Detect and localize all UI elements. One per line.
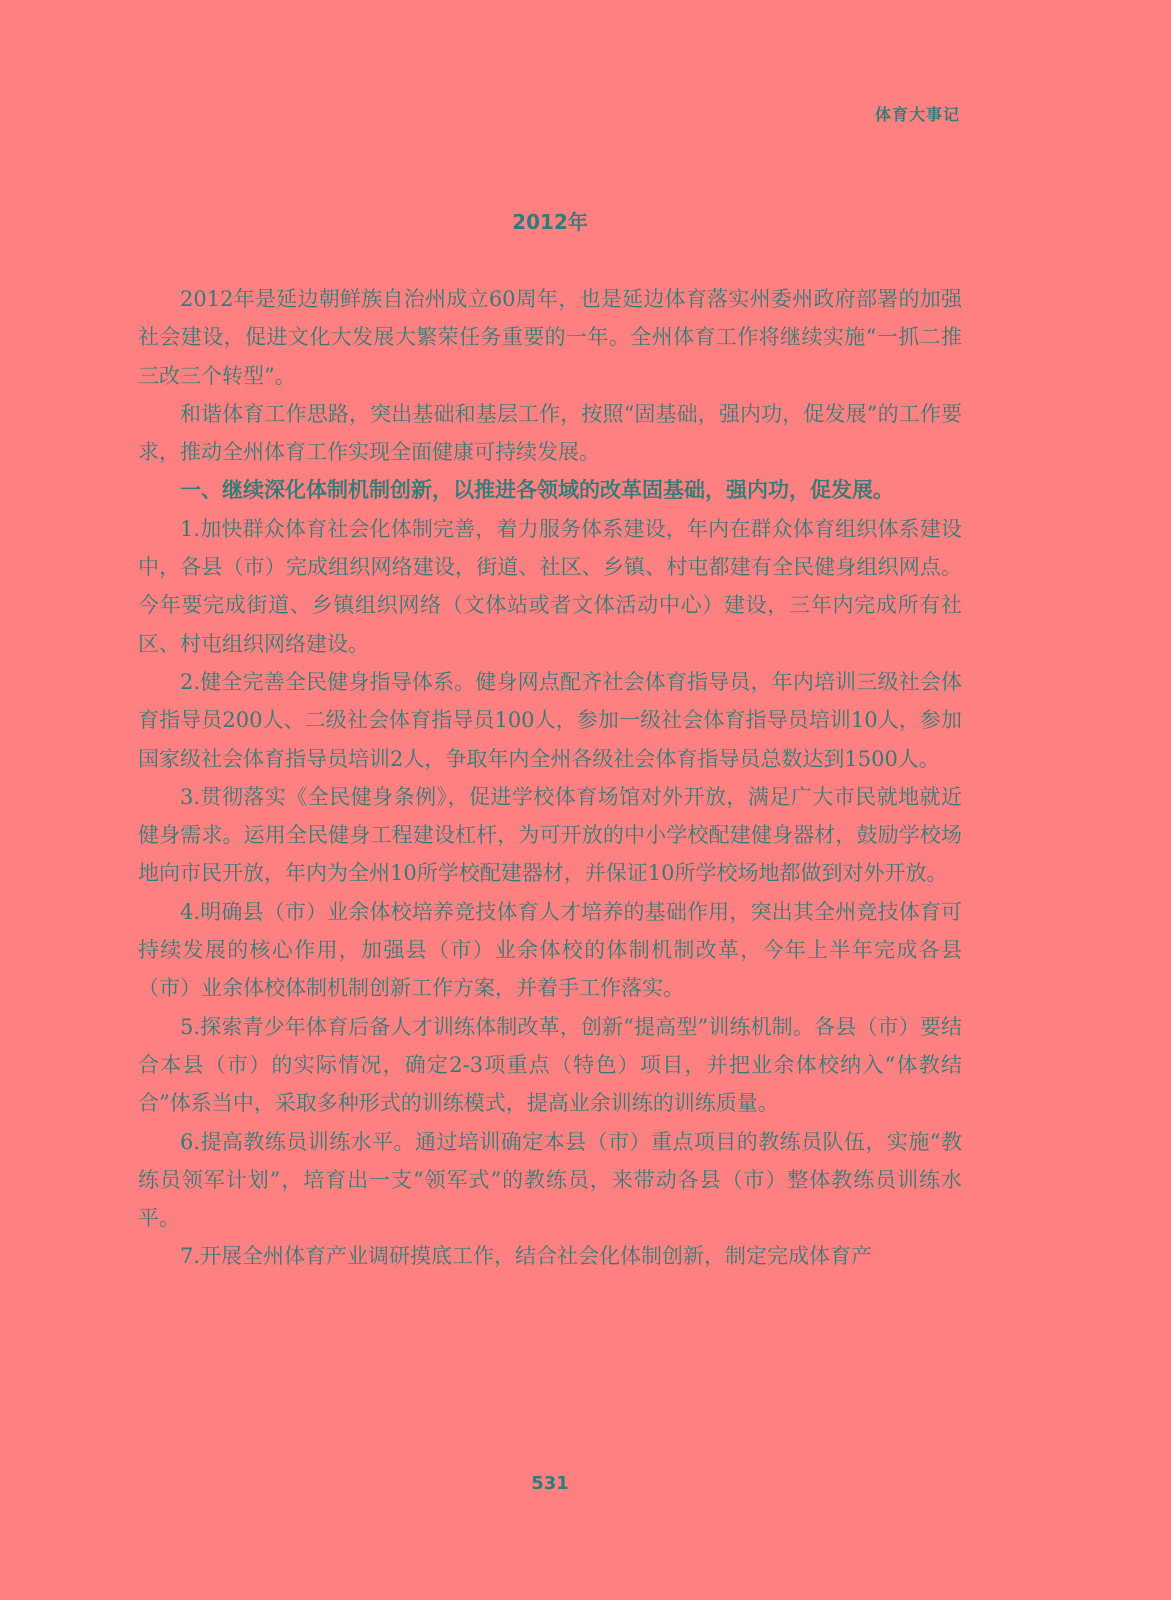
paragraph-item-3: 3.贯彻落实《全民健身条例》，促进学校体育场馆对外开放，满足广大市民就地就近健身需求。运用全民健身工程建设杠杆，为可开放的中小学校配建健身器材，鼓励学校场地向市民开放，年内为全州10所学校配建器材，并保证10所学校场地都做到对外开放。 xyxy=(138,784,962,886)
running-header: 体育大事记 xyxy=(874,105,960,124)
paragraph-item-2: 2.健全完善全民健身指导体系。健身网点配齐社会体育指导员，年内培训三级社会体育指导员200人、二级社会体育指导员100人，参加一级社会体育指导员培训10人，参加国家级社会体育指导员培训2人，争取年内全州各级社会体育指导员总数达到1500人。 xyxy=(138,669,962,771)
page-number: 531 xyxy=(531,1473,569,1494)
paragraph-item-7: 7.开展全州体育产业调研摸底工作，结合社会化体制创新，制定完成体育产 xyxy=(180,1244,873,1269)
body-text xyxy=(138,280,962,1276)
paragraph-item-4: 4.明确县（市）业余体校培养竞技体育人才培养的基础作用，突出其全州竞技体育可持续发展的核心作用，加强县（市）业余体校的体制机制改革，今年上半年完成各县（市）业余体校体制机制创新工作方案，并着手工作落实。 xyxy=(138,899,962,1001)
paragraph-item-1: 1.加快群众体育社会化体制完善，着力服务体系建设，年内在群众体育组织体系建设中，各县（市）完成组织网络建设，街道、社区、乡镇、村屯都建有全民健身组织网点。今年要完成街道、乡镇组织网络（文体站或者文体活动中心）建设，三年内完成所有社区、村屯组织网络建设。 xyxy=(138,516,962,656)
page-title: 2012年 xyxy=(512,210,588,234)
paragraph-item-5: 5.探索青少年体育后备人才训练体制改革，创新“提高型”训练机制。各县（市）要结合本县（市）的实际情况，确定2-3项重点（特色）项目，并把业余体校纳入“体教结合”体系当中，采取多种形式的训练模式，提高业余训练的训练质量。 xyxy=(138,1014,962,1116)
paragraph-item-6: 6.提高教练员训练水平。通过培训确定本县（市）重点项目的教练员队伍，实施“教练员领军计划”，培育出一支“领军式”的教练员，来带动各县（市）整体教练员训练水平。 xyxy=(138,1129,962,1231)
paragraph-intro: 2012年是延边朝鲜族自治州成立60周年，也是延边体育落实州委州政府部署的加强社会建设，促进文化大发展大繁荣任务重要的一年。全州体育工作将继续实施“一抓二推三改三个转型”。 xyxy=(138,287,962,388)
section-heading: 一、继续深化体制机制创新，以推进各领域的改革固基础，强内功，促发展。 xyxy=(180,478,894,503)
paragraph-approach: 和谐体育工作思路，突出基础和基层工作，按照“固基础，强内功，促发展”的工作要求，推动全州体育工作实现全面健康可持续发展。 xyxy=(138,401,962,465)
